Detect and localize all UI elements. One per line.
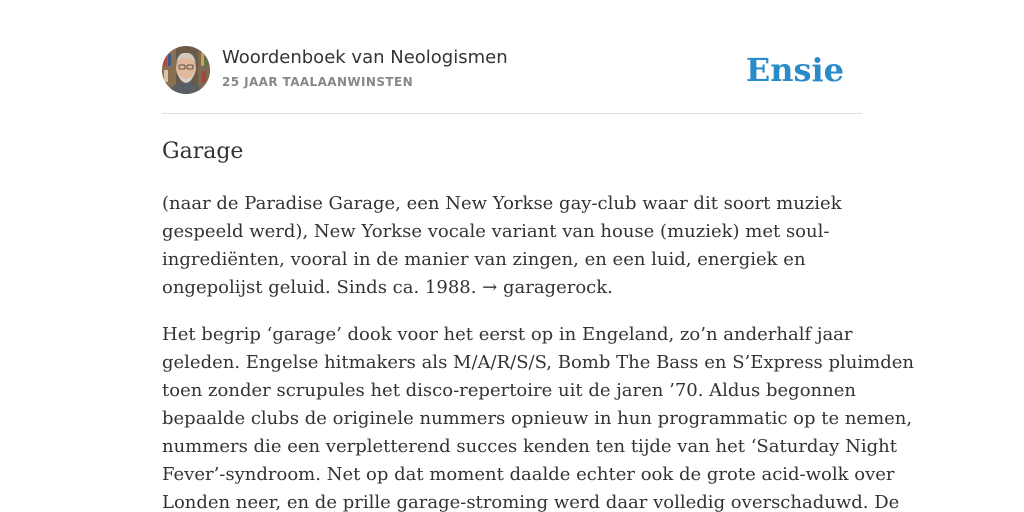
paragraph-line: Londen neer, en de prille garage-stroming werd daar volledig overschaduwd. De (162, 492, 900, 512)
paragraph-line: ongepolijst geluid. Sinds ca. 1988. → garagerock. (162, 277, 613, 298)
paragraph-line: toen zonder scrupules het disco-repertoire uit de jaren ’70. Aldus begonnen (162, 380, 856, 401)
paragraph-line: ingrediënten, vooral in de manier van zingen, en een luid, energiek en (162, 249, 806, 270)
definition-paragraph (162, 190, 862, 302)
brand-logo[interactable]: Ensie (745, 51, 844, 89)
entry-title: Garage (162, 139, 244, 164)
paragraph-line: bepaalde clubs de originele nummers opnieuw in hun programmatic op te nemen, (162, 408, 913, 429)
paragraph-line: nummers die een verpletterend succes kenden ten tijde van het ‘Saturday Night (162, 436, 897, 457)
paragraph-line: (naar de Paradise Garage, een New Yorkse gay-club waar dit soort muziek (162, 193, 842, 214)
site-header (162, 46, 862, 96)
paragraph-line: geleden. Engelse hitmakers als M/A/R/S/S, Bomb The Bass en S’Express pluimden (162, 352, 914, 373)
paragraph-line: gespeeld werd), New Yorkse vocale variant van house (muziek) met soul- (162, 221, 830, 242)
paragraph-line: Fever’-syndroom. Net op dat moment daalde echter ook de grote acid-wolk over (162, 464, 895, 485)
author-avatar[interactable] (162, 46, 210, 94)
paragraph-line: Het begrip ‘garage’ dook voor het eerst op in Engeland, zo’n anderhalf jaar (162, 324, 853, 345)
dictionary-title[interactable]: Woordenboek van Neologismen (222, 47, 508, 68)
author-portrait-icon (162, 46, 210, 94)
header-divider (162, 113, 862, 114)
citation-paragraph (162, 321, 914, 512)
dictionary-subtitle: 25 JAAR TAALAANWINSTEN (222, 75, 414, 89)
